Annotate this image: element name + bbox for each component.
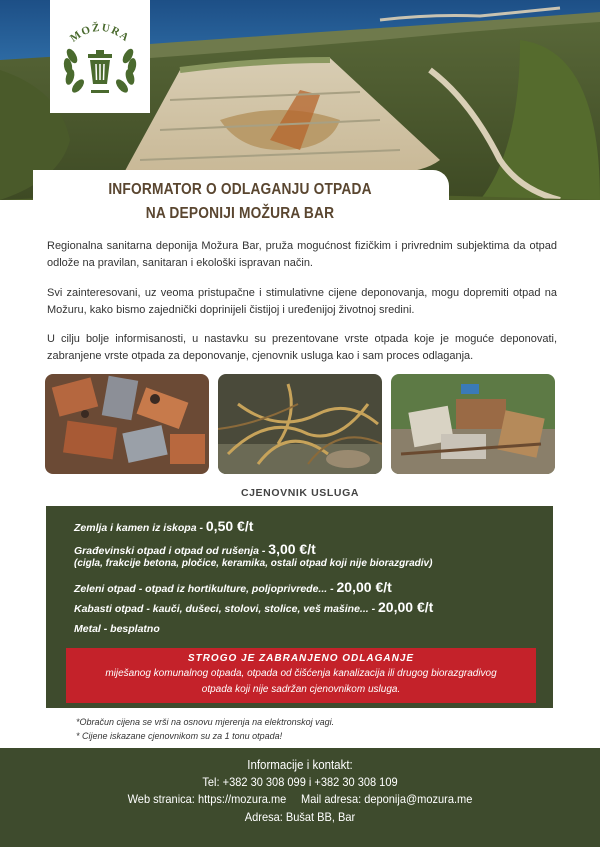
page-title-line-1: INFORMATOR O ODLAGANJU OTPADA: [108, 181, 372, 198]
contact-heading: Informacije i kontakt:: [247, 758, 353, 772]
prohibition-text-line-1: miješanog komunalnog otpada, otpada od čišćenja kanalizacija ili drugog biorazgradivog: [105, 668, 497, 679]
price-value: 0,50 €/t: [205, 518, 254, 534]
intro-paragraph-1: Regionalna sanitarna deponija Možura Bar, pruža mogućnost fizičkim i privrednim subjektima da otpad odlože na pravilan, sanitaran i ekološki ispravan način.: [47, 240, 557, 269]
prohibition-title: STROGO JE ZABRANJENO ODLAGANJE: [187, 653, 415, 664]
price-value: 20,00 €/t: [336, 579, 392, 595]
price-item-construction-note: (cigla, frakcije betona, pločice, keramika, ostali otpad koji nije biorazgradiv): [74, 558, 433, 569]
contact-address: Adresa: Bušat BB, Bar: [244, 810, 356, 824]
contact-phone[interactable]: Tel: +382 30 308 099 i +382 30 308 109: [202, 775, 398, 789]
price-item-green: Zeleni otpad - otpad iz hortikulture, poljoprivrede... - 20,00 €/t: [74, 579, 392, 595]
photo-bulky-waste: [391, 374, 555, 474]
laurel-trash-bin-icon: [50, 0, 150, 113]
contact-website-link[interactable]: Web stranica: https://mozura.me: [127, 792, 287, 806]
intro-paragraph-3: U cilju bolje informisanosti, u nastavku su prezentovane vrste otpada koje je moguće deponovati, zabranjene vrste otpada za deponovanje, cjenovnik usluga kao i sam proces odlaganja.: [47, 333, 557, 362]
logo-brand-text: MOŽURA: [68, 21, 132, 45]
contact-web-mail-row: [24, 792, 576, 806]
photo-construction-waste: [45, 374, 209, 474]
price-list-heading: CJENOVNIK USLUGA: [240, 487, 360, 499]
price-item-bulky: Kabasti otpad - kauči, dušeci, stolovi, stolice, veš mašine... - 20,00 €/t: [74, 599, 434, 615]
logo-badge: [50, 0, 150, 113]
price-item-metal: Metal - besplatno: [74, 623, 160, 635]
price-item-soil: Zemlja i kamen iz iskopa - 0,50 €/t: [74, 518, 254, 534]
price-item-construction: Građevinski otpad i otpad od rušenja - 3,00 €/t: [74, 541, 316, 557]
price-value: 3,00 €/t: [268, 541, 316, 557]
intro-paragraph-2: Svi zainteresovani, uz veoma pristupačne i stimulativne cijene deponovanja, mogu dopremiti otpad na Možuru, kako bismo zajednički doprinijeli čistijoj i uređenijoj životnoj sredini.: [47, 287, 557, 316]
photo-green-waste: [218, 374, 382, 474]
page-title-line-2: NA DEPONIJI MOŽURA BAR: [145, 205, 335, 222]
price-value: 20,00 €/t: [378, 599, 434, 615]
svg-text:MOŽURA: [68, 22, 132, 45]
footnote-per-ton: * Cijene iskazane cjenovnikom su za 1 tonu otpada!: [76, 731, 283, 741]
contact-email-link[interactable]: Mail adresa: deponija@mozura.me: [301, 792, 473, 806]
footnote-weighing: *Obračun cijena se vrši na osnovu mjerenja na elektronskoj vagi.: [76, 717, 335, 727]
prohibition-text-line-2: otpada koji nije sadržan cjenovnikom usluga.: [201, 684, 401, 695]
